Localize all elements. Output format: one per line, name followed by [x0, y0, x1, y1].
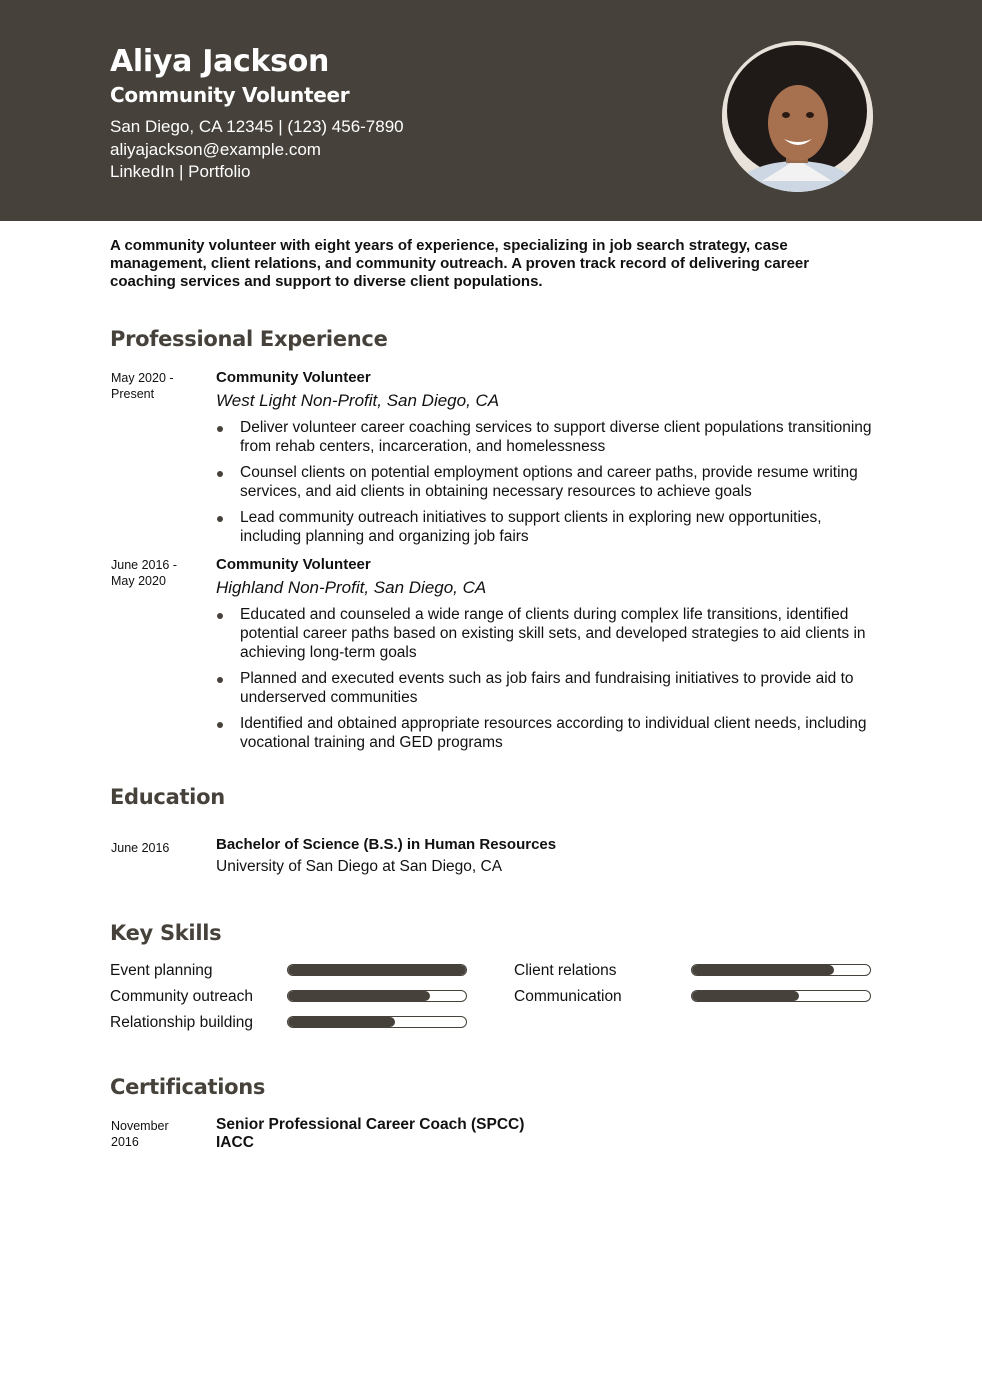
- skill-level-bar: [691, 990, 871, 1002]
- skill-label: Communication: [514, 988, 622, 1005]
- job-date: June 2016 - May 2020: [111, 558, 178, 588]
- section-heading-education: Education: [110, 785, 225, 809]
- job-bullet: Counsel clients on potential employment options and career paths, provide resume writing services, and aid clients in obtaining necessary resources to achieve goals: [216, 463, 876, 501]
- candidate-name: Aliya Jackson: [110, 44, 330, 79]
- job-bullet: Educated and counseled a wide range of clients during complex life transitions, identified potential career paths based on existing skill sets, and developed strategies to aid clients in achieving long-term goals: [216, 605, 876, 662]
- job-role: Community Volunteer: [216, 556, 371, 573]
- skill-label: Event planning: [110, 962, 213, 979]
- job-organization: Highland Non-Profit, San Diego, CA: [216, 578, 487, 597]
- skill-level-bar: [287, 1016, 467, 1028]
- skill-level-fill: [692, 991, 799, 1001]
- job-role: Community Volunteer: [216, 369, 371, 386]
- contact-links: LinkedIn | Portfolio: [110, 162, 251, 181]
- job-date: May 2020 - Present: [111, 371, 174, 401]
- section-heading-certifications: Certifications: [110, 1075, 266, 1099]
- contact-address-phone: San Diego, CA 12345 | (123) 456-7890: [110, 117, 404, 136]
- job-bullet: Lead community outreach initiatives to support clients in exploring new opportunities, including planning and organizing job fairs: [216, 508, 876, 546]
- job-bullet: Deliver volunteer career coaching services to support diverse client populations transitioning from rehab centers, incarceration, and homelessness: [216, 418, 876, 456]
- resume-header: [0, 0, 982, 221]
- skill-label: Client relations: [514, 962, 617, 979]
- job-organization: West Light Non-Profit, San Diego, CA: [216, 391, 500, 410]
- skill-level-bar: [691, 964, 871, 976]
- job-bullet: Planned and executed events such as job fairs and fundraising initiatives to provide aid to underserved communities: [216, 669, 876, 707]
- certification-name: Senior Professional Career Coach (SPCC): [216, 1116, 525, 1133]
- certification-issuer: IACC: [216, 1134, 254, 1151]
- skill-label: Relationship building: [110, 1014, 254, 1031]
- job-bullets: [216, 605, 876, 759]
- education-school: University of San Diego at San Diego, CA: [216, 858, 503, 875]
- skill-level-fill: [288, 1017, 395, 1027]
- education-degree: Bachelor of Science (B.S.) in Human Resources: [216, 836, 557, 853]
- skill-label: Community outreach: [110, 988, 254, 1005]
- candidate-title: Community Volunteer: [110, 83, 350, 107]
- contact-email: aliyajackson@example.com: [110, 140, 321, 159]
- job-bullet: Identified and obtained appropriate resources according to individual client needs, including vocational training and GED programs: [216, 714, 876, 752]
- skill-level-fill: [288, 965, 466, 975]
- profile-photo: [722, 41, 873, 192]
- skill-level-fill: [288, 991, 430, 1001]
- profile-summary: A community volunteer with eight years of experience, specializing in job search strategy, case management, client relations, and community outreach. A proven track record of delivering career coaching services and support to diverse client populations.: [110, 237, 810, 290]
- skill-level-bar: [287, 990, 467, 1002]
- certification-date: November 2016: [111, 1119, 169, 1149]
- skill-level-bar: [287, 964, 467, 976]
- education-date: June 2016: [111, 841, 170, 855]
- skill-level-fill: [692, 965, 834, 975]
- profile-photo-image: [722, 41, 873, 192]
- job-bullets: [216, 418, 876, 553]
- section-heading-skills: Key Skills: [110, 921, 222, 945]
- section-heading-experience: Professional Experience: [110, 327, 388, 351]
